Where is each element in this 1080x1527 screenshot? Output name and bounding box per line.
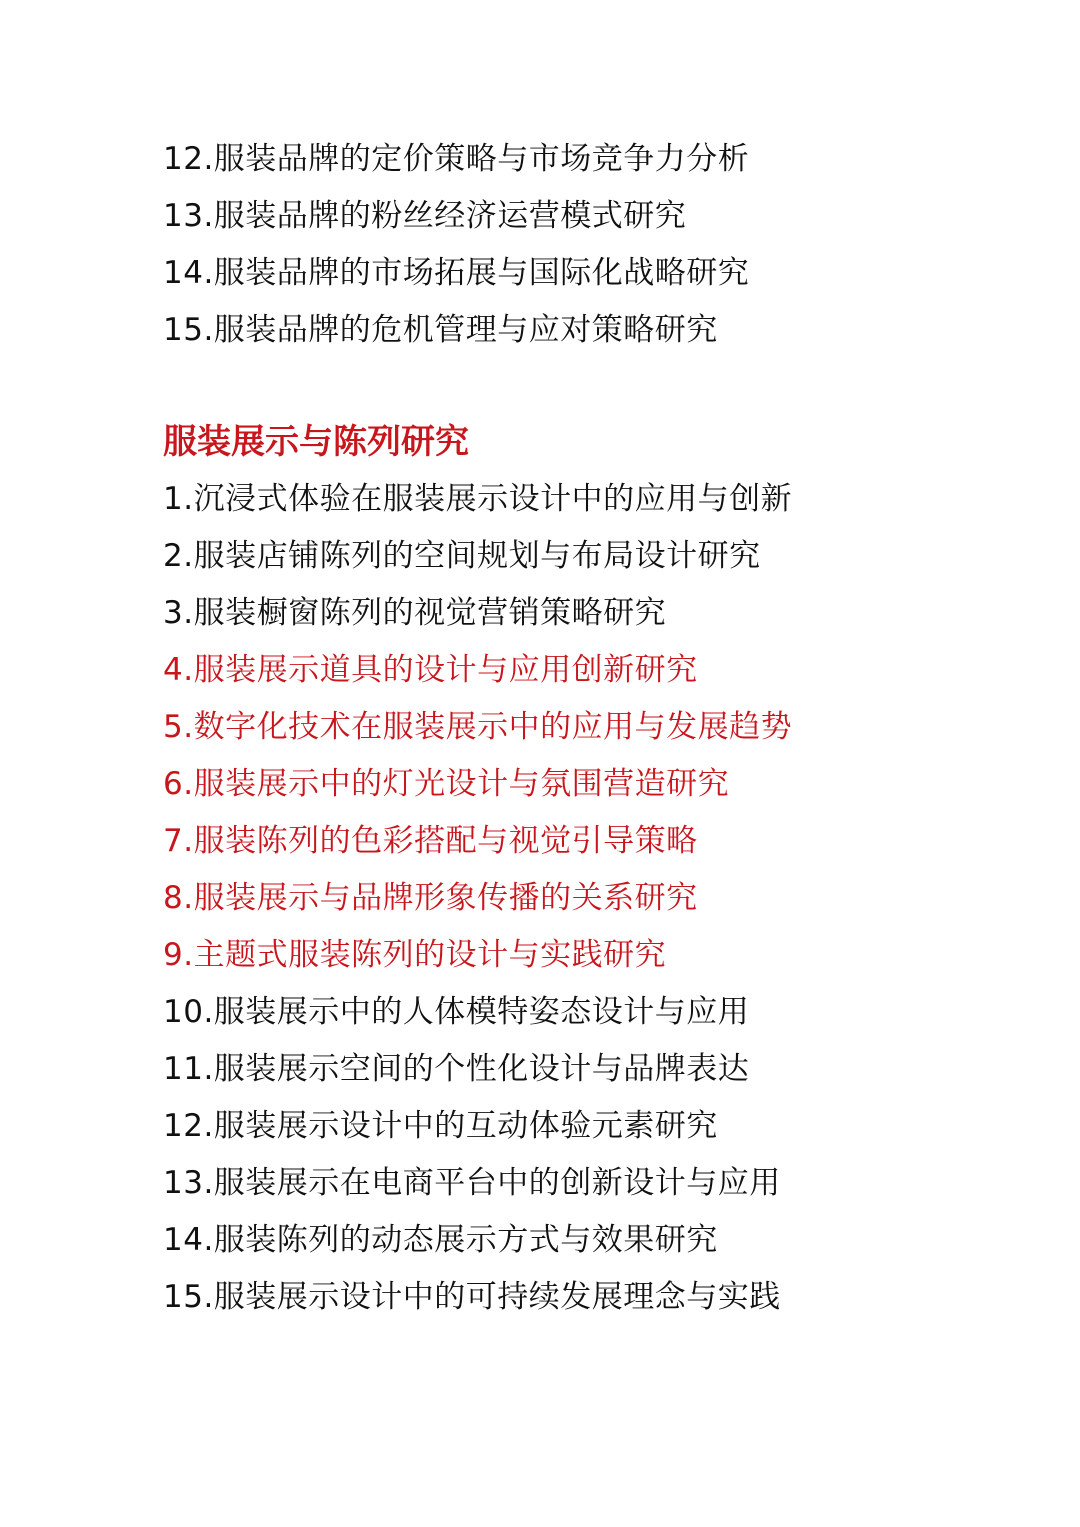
list-item-highlighted: 5.数字化技术在服装展示中的应用与发展趋势	[163, 709, 793, 745]
list-item: 14.服装品牌的市场拓展与国际化战略研究	[163, 255, 750, 291]
list-item-highlighted: 4.服装展示道具的设计与应用创新研究	[163, 652, 698, 688]
list-item: 15.服装品牌的危机管理与应对策略研究	[163, 312, 718, 348]
list-item: 12.服装品牌的定价策略与市场竞争力分析	[163, 141, 750, 177]
list-item: 2.服装店铺陈列的空间规划与布局设计研究	[163, 538, 761, 574]
list-item-highlighted: 9.主题式服装陈列的设计与实践研究	[163, 937, 667, 973]
list-item-highlighted: 7.服装陈列的色彩搭配与视觉引导策略	[163, 823, 698, 859]
list-item: 3.服装橱窗陈列的视觉营销策略研究	[163, 595, 667, 631]
list-item: 1.沉浸式体验在服装展示设计中的应用与创新	[163, 481, 793, 517]
topic-list-display	[163, 471, 792, 1326]
list-item: 15.服装展示设计中的可持续发展理念与实践	[163, 1279, 781, 1315]
list-item: 14.服装陈列的动态展示方式与效果研究	[163, 1222, 718, 1258]
list-item: 11.服装展示空间的个性化设计与品牌表达	[163, 1051, 750, 1087]
topic-list-previous	[163, 131, 749, 359]
section-title: 服装展示与陈列研究	[163, 422, 469, 462]
list-item-highlighted: 6.服装展示中的灯光设计与氛围营造研究	[163, 766, 730, 802]
list-item-highlighted: 8.服装展示与品牌形象传播的关系研究	[163, 880, 698, 916]
list-item: 10.服装展示中的人体模特姿态设计与应用	[163, 994, 750, 1030]
list-item: 13.服装展示在电商平台中的创新设计与应用	[163, 1165, 781, 1201]
list-item: 13.服装品牌的粉丝经济运营模式研究	[163, 198, 687, 234]
list-item: 12.服装展示设计中的互动体验元素研究	[163, 1108, 718, 1144]
